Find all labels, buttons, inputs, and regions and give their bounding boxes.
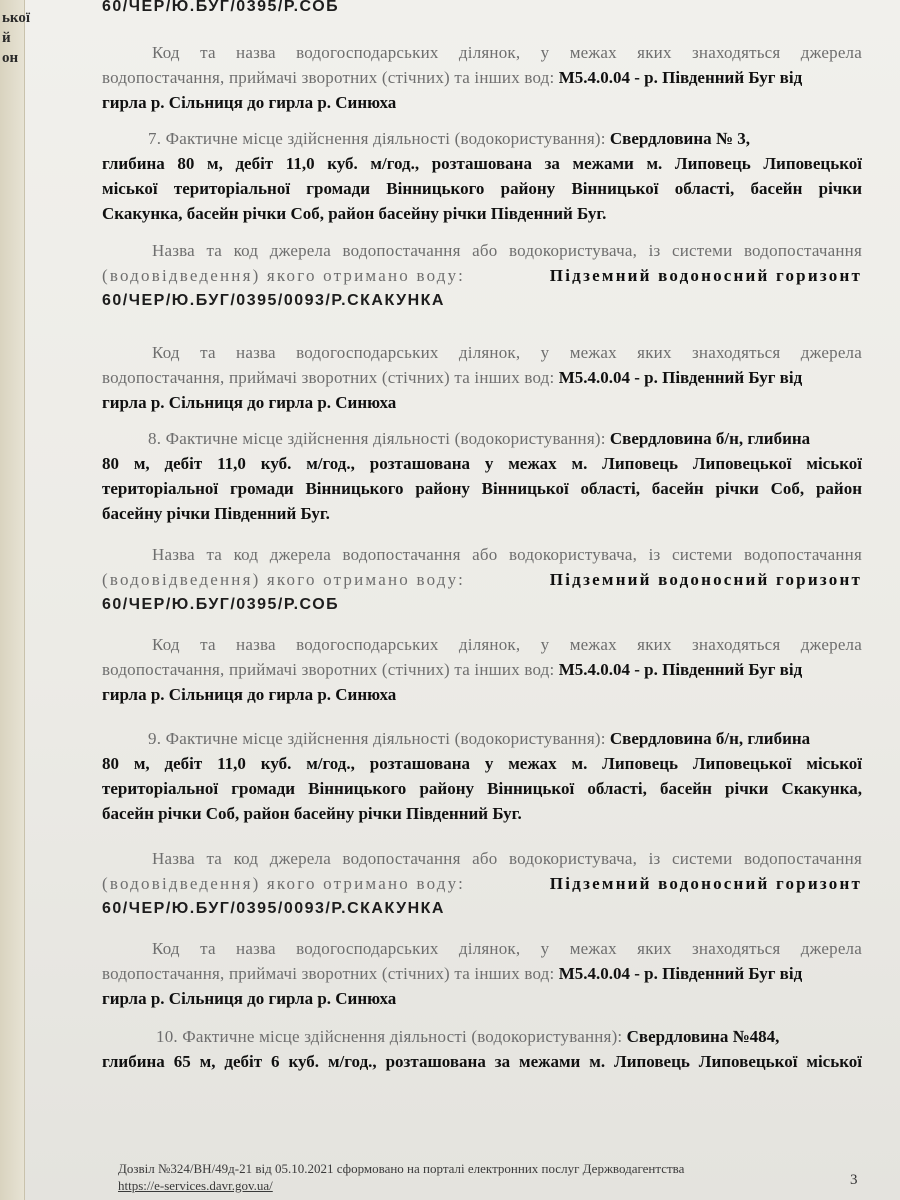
basin-block-1 [102,40,862,115]
footer [118,1160,858,1194]
item-7-line2: глибина 80 м, дебіт 11,0 куб. м/год., розташована за межами м. Липовець Липовецької [102,154,862,173]
basin-value-cont: гирла р. Сільниця до гирла р. Синюха [102,93,397,112]
basin-label-cont: водопостачання, приймачі зворотних (стічних) та інших вод: [102,660,555,679]
side-fragment-2: й [2,30,11,46]
footer-link[interactable]: https://e-services.davr.gov.ua/ [118,1178,273,1193]
source-code-8: 60/ЧЕР/Ю.БУГ/0395/Р.СОБ [102,596,340,613]
basin-label-cont: водопостачання, приймачі зворотних (стічних) та інших вод: [102,68,555,87]
item-8-line3: територіальної громади Вінницького району Вінницької області, басейн річки Соб, район [102,479,862,498]
source-value: Підземний водоносний горизонт [549,874,862,893]
source-label-cont: (водовідведення) якого отримано воду: [102,266,466,285]
source-label: Назва та код джерела водопостачання або водокористувача, із системи водопостачання [152,849,862,868]
item-9-line2: 80 м, дебіт 11,0 куб. м/год., розташована у межах м. Липовець Липовецької міської [102,754,862,773]
basin-label: Код та назва водогосподарських ділянок, у межах яких знаходяться джерела [152,43,862,62]
side-fragment-1: ької [2,10,31,26]
source-code-9: 60/ЧЕР/Ю.БУГ/0395/0093/Р.СКАКУНКА [102,900,445,917]
basin-block-2 [102,340,862,415]
source-label-cont: (водовідведення) якого отримано воду: [102,874,466,893]
basin-block-3 [102,632,862,707]
basin-value: М5.4.0.04 - р. Південний Буг від [558,68,803,87]
top-code-block [102,0,862,19]
item-8-value: Свердловина б/н, глибина [609,429,811,448]
basin-label: Код та назва водогосподарських ділянок, у межах яких знаходяться джерела [152,939,862,958]
basin-value-cont: гирла р. Сільниця до гирла р. Синюха [102,685,397,704]
item-10-line2: глибина 65 м, дебіт 6 куб. м/год., розташована за межами м. Липовець Липовецької міської [102,1052,862,1071]
source-value: Підземний водоносний горизонт [549,266,862,285]
basin-block-4 [102,936,862,1011]
item-9 [102,726,862,826]
source-block-8 [102,542,862,617]
footer-permit-text: Дозвіл №324/ВН/49д-21 від 05.10.2021 сформовано на порталі електронних послуг Держводагентства [118,1161,685,1176]
source-block-7 [102,238,862,313]
source-label: Назва та код джерела водопостачання або водокористувача, із системи водопостачання [152,241,862,260]
basin-label-cont: водопостачання, приймачі зворотних (стічних) та інших вод: [102,368,555,387]
item-8-line2: 80 м, дебіт 11,0 куб. м/год., розташована у межах м. Липовець Липовецької міської [102,454,862,473]
page-number: 3 [850,1172,858,1188]
item-9-value: Свердловина б/н, глибина [609,729,811,748]
source-label: Назва та код джерела водопостачання або водокористувача, із системи водопостачання [152,545,862,564]
basin-value: М5.4.0.04 - р. Південний Буг від [558,964,803,983]
item-8-label: 8. Фактичне місце здійснення діяльності (водокористування): [148,429,606,448]
source-code-7: 60/ЧЕР/Ю.БУГ/0395/0093/Р.СКАКУНКА [102,292,445,309]
adjacent-page-text [2,0,31,68]
basin-value: М5.4.0.04 - р. Південний Буг від [558,660,803,679]
item-9-label: 9. Фактичне місце здійснення діяльності (водокористування): [148,729,606,748]
item-7-label: 7. Фактичне місце здійснення діяльності (водокористування): [148,129,606,148]
item-8 [102,426,862,526]
basin-value-cont: гирла р. Сільниця до гирла р. Синюха [102,989,397,1008]
basin-label-cont: водопостачання, приймачі зворотних (стічних) та інших вод: [102,964,555,983]
aquifer-code: 60/ЧЕР/Ю.БУГ/0395/Р.СОБ [102,0,340,15]
item-10 [102,1024,862,1074]
item-10-label: 10. Фактичне місце здійснення діяльності (водокористування): [156,1027,623,1046]
basin-label: Код та назва водогосподарських ділянок, у межах яких знаходяться джерела [152,343,862,362]
basin-value: М5.4.0.04 - р. Південний Буг від [558,368,803,387]
item-9-line3: територіальної громади Вінницького району Вінницької області, басейн річки Скакунка, [102,779,862,798]
source-label-cont: (водовідведення) якого отримано воду: [102,570,466,589]
side-fragment-3: он [2,50,19,66]
basin-value-cont: гирла р. Сільниця до гирла р. Синюха [102,393,397,412]
item-7-line3: міської територіальної громади Вінницького району Вінницької області, басейн річки [102,179,862,198]
item-7-line4: Скакунка, басейн річки Соб, район басейну річки Південний Буг. [102,204,607,223]
adjacent-page-edge [0,0,31,1200]
item-10-value: Свердловина №484, [626,1027,780,1046]
basin-label: Код та назва водогосподарських ділянок, у межах яких знаходяться джерела [152,635,862,654]
source-value: Підземний водоносний горизонт [549,570,862,589]
item-7-value: Свердловина № 3, [609,129,750,148]
source-block-9 [102,846,862,921]
item-9-line4: басейн річки Соб, район басейну річки Південний Буг. [102,804,522,823]
item-7 [102,126,862,226]
item-8-line4: басейну річки Південний Буг. [102,504,330,523]
